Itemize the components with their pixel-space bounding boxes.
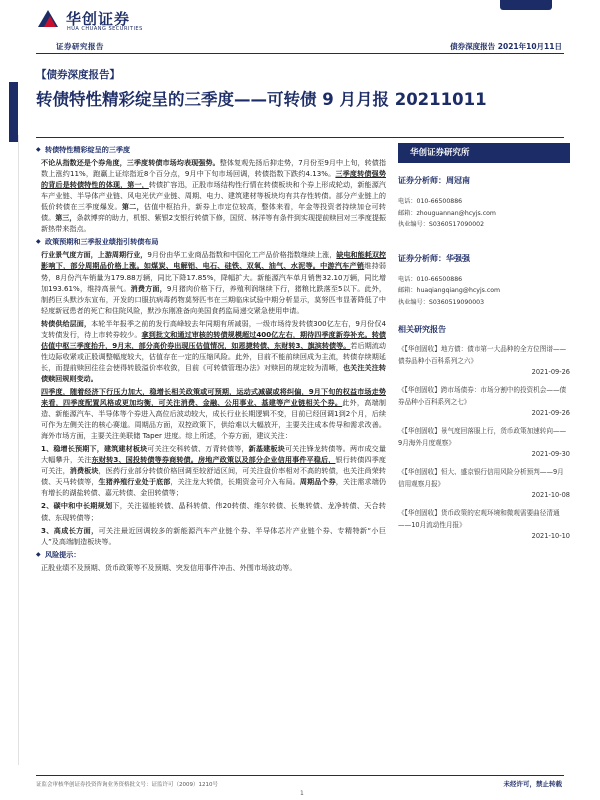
related-report-link[interactable]: 《【华创固收】恒大、盛京银行信用风险分析预判——9月信用观察月报》: [398, 468, 564, 488]
section-heading: ◆ 转债特性精彩绽呈的三季度: [36, 144, 386, 155]
footer-copyright: 未经许可，禁止转载: [503, 780, 562, 788]
section-heading: ◆ 政策预期和三季报业绩指引转债布局: [36, 236, 386, 247]
org-banner: 华创证券研究所: [398, 143, 570, 163]
paragraph: 四季度，随着经济下行压力加大，稳增长相关政策或可预期，运动式减碳或将纠偏，9月下旬的权益市场走势来看，四季度配置风格或更加均衡，可关注消费、金融、公用事业、基建等产业链相关个券。此外，高端制造、新能源汽车、半导体等个券进入高位后波动较大，成长行业长期逻辑不变，目前已经回调1到2个月，后续可作为左侧关注的核心赛道。周期品方面，双控政策下，供给难以大幅放开，主要关注成本传导和需求改善。海外市场方面，主要关注美联储 Taper 进度。综上所述，个券方面，建议关注：: [41, 386, 387, 441]
recommendation-item: 2、碳中和中长期规划下，关注福能转债、晶科转债、伟20转债、维尔转债、长集转债、龙净转债、天合转债、东现转债等；: [41, 501, 387, 522]
paragraph: 转债供给层面，本轮半年报季之前的发行高峰较去年同期有所减弱，一级市场待发转债300亿左右，9月份仅4支转债发行，待上市转券较少。拿到批文和通过审核的转债规模超过400亿左右，期待四季度新券补充。转债估值中枢三季度抬升，9月末，部分高价券出现压估值情况，如恩捷转债、东财转3、旗滨转债等。若后期流动性边际收紧或正股调整幅度较大，估值存在一定的压缩风险。此外，目前不能前续回成为主流，转债存续期延长，而提前赎回往往会使得转股溢价率收敛，目前《可转债管理办法》对赎回的规定较为清晰，也关注关注转债赎回规则变动。: [41, 318, 387, 383]
related-report-date: 2021-09-26: [531, 368, 570, 376]
related-report-date: 2021-09-26: [531, 409, 570, 417]
header-divider: [36, 53, 564, 54]
report-type-tag: 【债券深度报告】: [36, 69, 120, 81]
related-reports-heading: 相关研究报告: [398, 325, 446, 334]
analyst-phone: 电话：010-66500886: [398, 275, 463, 283]
related-report-link[interactable]: 《【华创固收】货币政策的宏观环境和微观需要曲径清通——10月流动性月报》: [398, 509, 560, 529]
risk-heading: ◆ 风险提示：: [36, 549, 386, 560]
related-report-date: 2021-10-10: [531, 532, 570, 540]
related-report-date: 2021-10-08: [531, 491, 570, 499]
analyst-card: [398, 175, 570, 231]
top-tab-decoration: [500, 0, 552, 10]
paragraph: 不论从指数还是个券角度，三季度转债市场均表现强势。整体复观先扬后抑走势，7月份至9月中上旬，转债指数上涨约11%，跑赢上证综指近8个百分点，9月中下旬市场回调，转债指数下跌约4.13%。三季度转债强势的背后是转债特性的体现，第一，转债扩容迅，正股市场结构性行情在转债板块和个券上形成轮动，新能源汽车产业链、半导体产业链、风电光伏产业链、周期、电力、建筑建材等板块均有共存性转债。部分产业链上的低价转债在三季度爆发。第二，估值中枢抬升，新券上市定位较高，整体来看，年金等投资者持续加仓可转债。第三，条款博弈的助力，机银、紫银2支银行转债下修，国贸、林洋等有条件到实现提前赎回对三季度提振新热带来指点。: [41, 158, 387, 234]
page-number: 1: [300, 790, 304, 797]
title-divider: [36, 137, 564, 138]
analyst-card: [398, 253, 570, 309]
brand-logo-icon: [36, 7, 60, 31]
analyst-name: 证券分析师：华强强: [398, 253, 470, 263]
accent-bar: [9, 82, 18, 142]
header-date: 债券深度报告 2021年10月11日: [450, 42, 562, 51]
report-body: [36, 143, 386, 575]
related-report-link[interactable]: 《【华创固收】地方债：债市第一大品种的全方位图谱——债券品种小百科系列之六》: [398, 345, 567, 365]
paragraph: 行业景气度方面，上游周期行业，9月份由华工业商品指数和中国化工产品价格指数继续上涨，缺电和能耗双控影响下，部分周期品价格上涨。如煤炭、电解铝、电石、硅铁、双氧、油气、水泥等。中游汽车产销维持弱势，8月份汽车销量为179.88万辆，同比下降17.85%，降幅扩大。新能源汽车单月销售32.10万辆，同比增加193.61%，维持高景气。消费方面，9月猪肉价格下行，养殖利润继续下行，猪粮比跌落至5以下。此外，制药巨头默沙东宣布，开发的口服抗病毒药物莫努匹韦在三期临床试验中期分析显示，莫努匹韦显著降低了中轻度新冠患者的死亡和住院风险，默沙东刚准备向美国食药监局递交紧急使用申请。: [41, 250, 387, 315]
brand-name-cn: 华创证券: [66, 10, 131, 28]
analyst-cert: 执业编号：S0360517090002: [398, 221, 485, 228]
brand-logo: [36, 6, 156, 34]
margin-rule: [18, 135, 19, 765]
related-reports-list: [398, 343, 570, 540]
analyst-cert: 执业编号：S0360519090003: [398, 298, 485, 306]
sidebar: [398, 143, 570, 540]
related-report-link[interactable]: 《【华创固收】景气度回落服上行，货币政策加速转向——9月海外月度观察》: [398, 427, 567, 447]
recommendation-item: 3、高成长方面，可关注最近回调较多的新能源汽车产业链个券、半导体芯片产业链个券、专精特新“小巨人”及高端制造板块等。: [41, 525, 386, 546]
report-title: 转债特性精彩绽呈的三季度——可转债 9 月月报 20211011: [36, 90, 487, 109]
related-report-link[interactable]: 《【华创固收】跨市场债券：市场分割中的投资机会——债券品种小百科系列之七》: [398, 386, 567, 406]
risk-text: 正股业绩不及预期、货币政策等不及预期、突发信用事件冲击、外围市场波动等。: [41, 562, 297, 572]
related-report-date: 2021-09-30: [531, 450, 570, 458]
analyst-phone: 电话：010-66500886: [398, 198, 463, 205]
brand-name-en: HUA CHUANG SECURITIES: [67, 26, 143, 32]
analyst-name: 证券分析师：周冠南: [398, 176, 470, 185]
footer-license: 证监会审核华创证券投资咨询业务资格批文号：证监许可（2009）1210号: [36, 782, 218, 788]
analyst-email[interactable]: 邮箱：zhouguannan@hcyjs.com: [398, 209, 496, 217]
analyst-email[interactable]: 邮箱：huaqiangqiang@hcyjs.com: [398, 287, 501, 294]
header-label: 证券研究报告: [56, 42, 104, 51]
footer-divider: [36, 775, 564, 776]
recommendation-item: 1、稳增长预期下，建筑建材板块可关注交科转债、万青转债等，新基建板块可关注锋龙转债等。两市成交量大幅攀升，关注东财转3、国投转债等券商转债。房地产政策以及部分企业信用事件平稳后，银行转债四季度可关注，消费板块，医药行业部分转债价格回调至较舒适区间，可关注盘价率相对不高的转债，也关注尚荣转债、天马转债等，生猪养殖行业处于底部，关注龙大转债，长期资金可介入布局。周期品个券，关注需求端仍有增长的湖盐转债、嘉元转债、金田转债等；: [41, 444, 387, 498]
